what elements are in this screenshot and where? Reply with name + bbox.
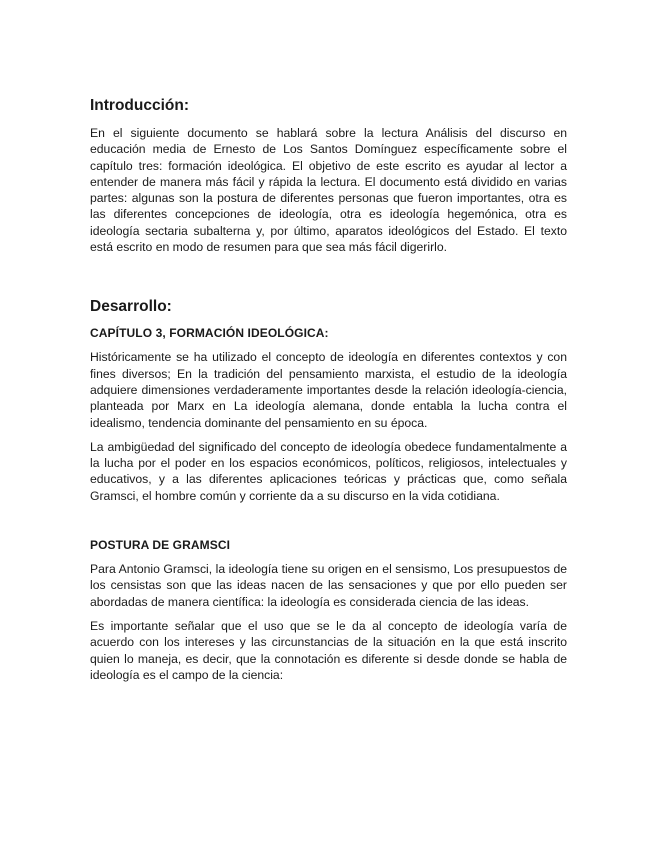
- section-spacer: [90, 512, 567, 538]
- document-page: [90, 96, 567, 691]
- section-spacer: [90, 263, 567, 297]
- gramsci-title: POSTURA DE GRAMSCI: [90, 538, 231, 553]
- chapter-title: CAPÍTULO 3, FORMACIÓN IDEOLÓGICA:: [90, 326, 329, 341]
- gramsci-paragraph-1: Para Antonio Gramsci, la ideología tiene su origen en el sensismo, Los presupuestos de los censistas son que las ideas nacen de las sensaciones y que por ello pueden ser abordadas de manera científica: la ideología es considerada ciencia de las ideas.: [90, 562, 567, 609]
- introduccion-paragraph: En el siguiente documento se hablará sobre la lectura Análisis del discurso en educación media de Ernesto de Los Santos Domínguez específicamente sobre el capítulo tres: formación ideológica. El objetivo de este escrito es ayudar al lector a entender de manera más fácil y rápida la lectura. El documento está dividido en varias partes: algunas son la postura de diferentes personas que fueron importantes, otra es las diferentes concepciones de ideología, otra es ideología hegemónica, otra es ideología sectaria subalterna y, por último, aparatos ideológicos del Estado. El texto está escrito en modo de resumen para que sea más fácil digerirlo.: [90, 126, 567, 255]
- desarrollo-heading: Desarrollo:: [90, 298, 172, 316]
- introduccion-heading: Introducción:: [90, 97, 190, 114]
- desarrollo-paragraph-2: La ambigüedad del significado del concepto de ideología obedece fundamentalmente a la lucha por el poder en los espacios económicos, políticos, religiosos, intelectuales y educativos, y a las diferentes aplicaciones teóricas y prácticas que, como señala Gramsci, el hombre común y corriente da a su discurso en la vida cotidiana.: [90, 439, 567, 503]
- desarrollo-paragraph-1: Históricamente se ha utilizado el concepto de ideología en diferentes contextos y con fines diversos; En la tradición del pensamiento marxista, el estudio de la ideología adquiere dimensiones verdaderamente importantes desde la relación ideología-ciencia, planteada por Marx en La ideología alemana, donde entabla la lucha contra el idealismo, tendencia dominante del pensamiento en su época.: [90, 350, 567, 430]
- gramsci-paragraph-2: Es importante señalar que el uso que se le da al concepto de ideología varía de acuerdo con los intereses y las circunstancias de la situación en la que está inscrito quien lo maneja, es decir, que la connotación es diferente si desde donde se habla de ideología es el campo de la ciencia:: [90, 618, 567, 682]
